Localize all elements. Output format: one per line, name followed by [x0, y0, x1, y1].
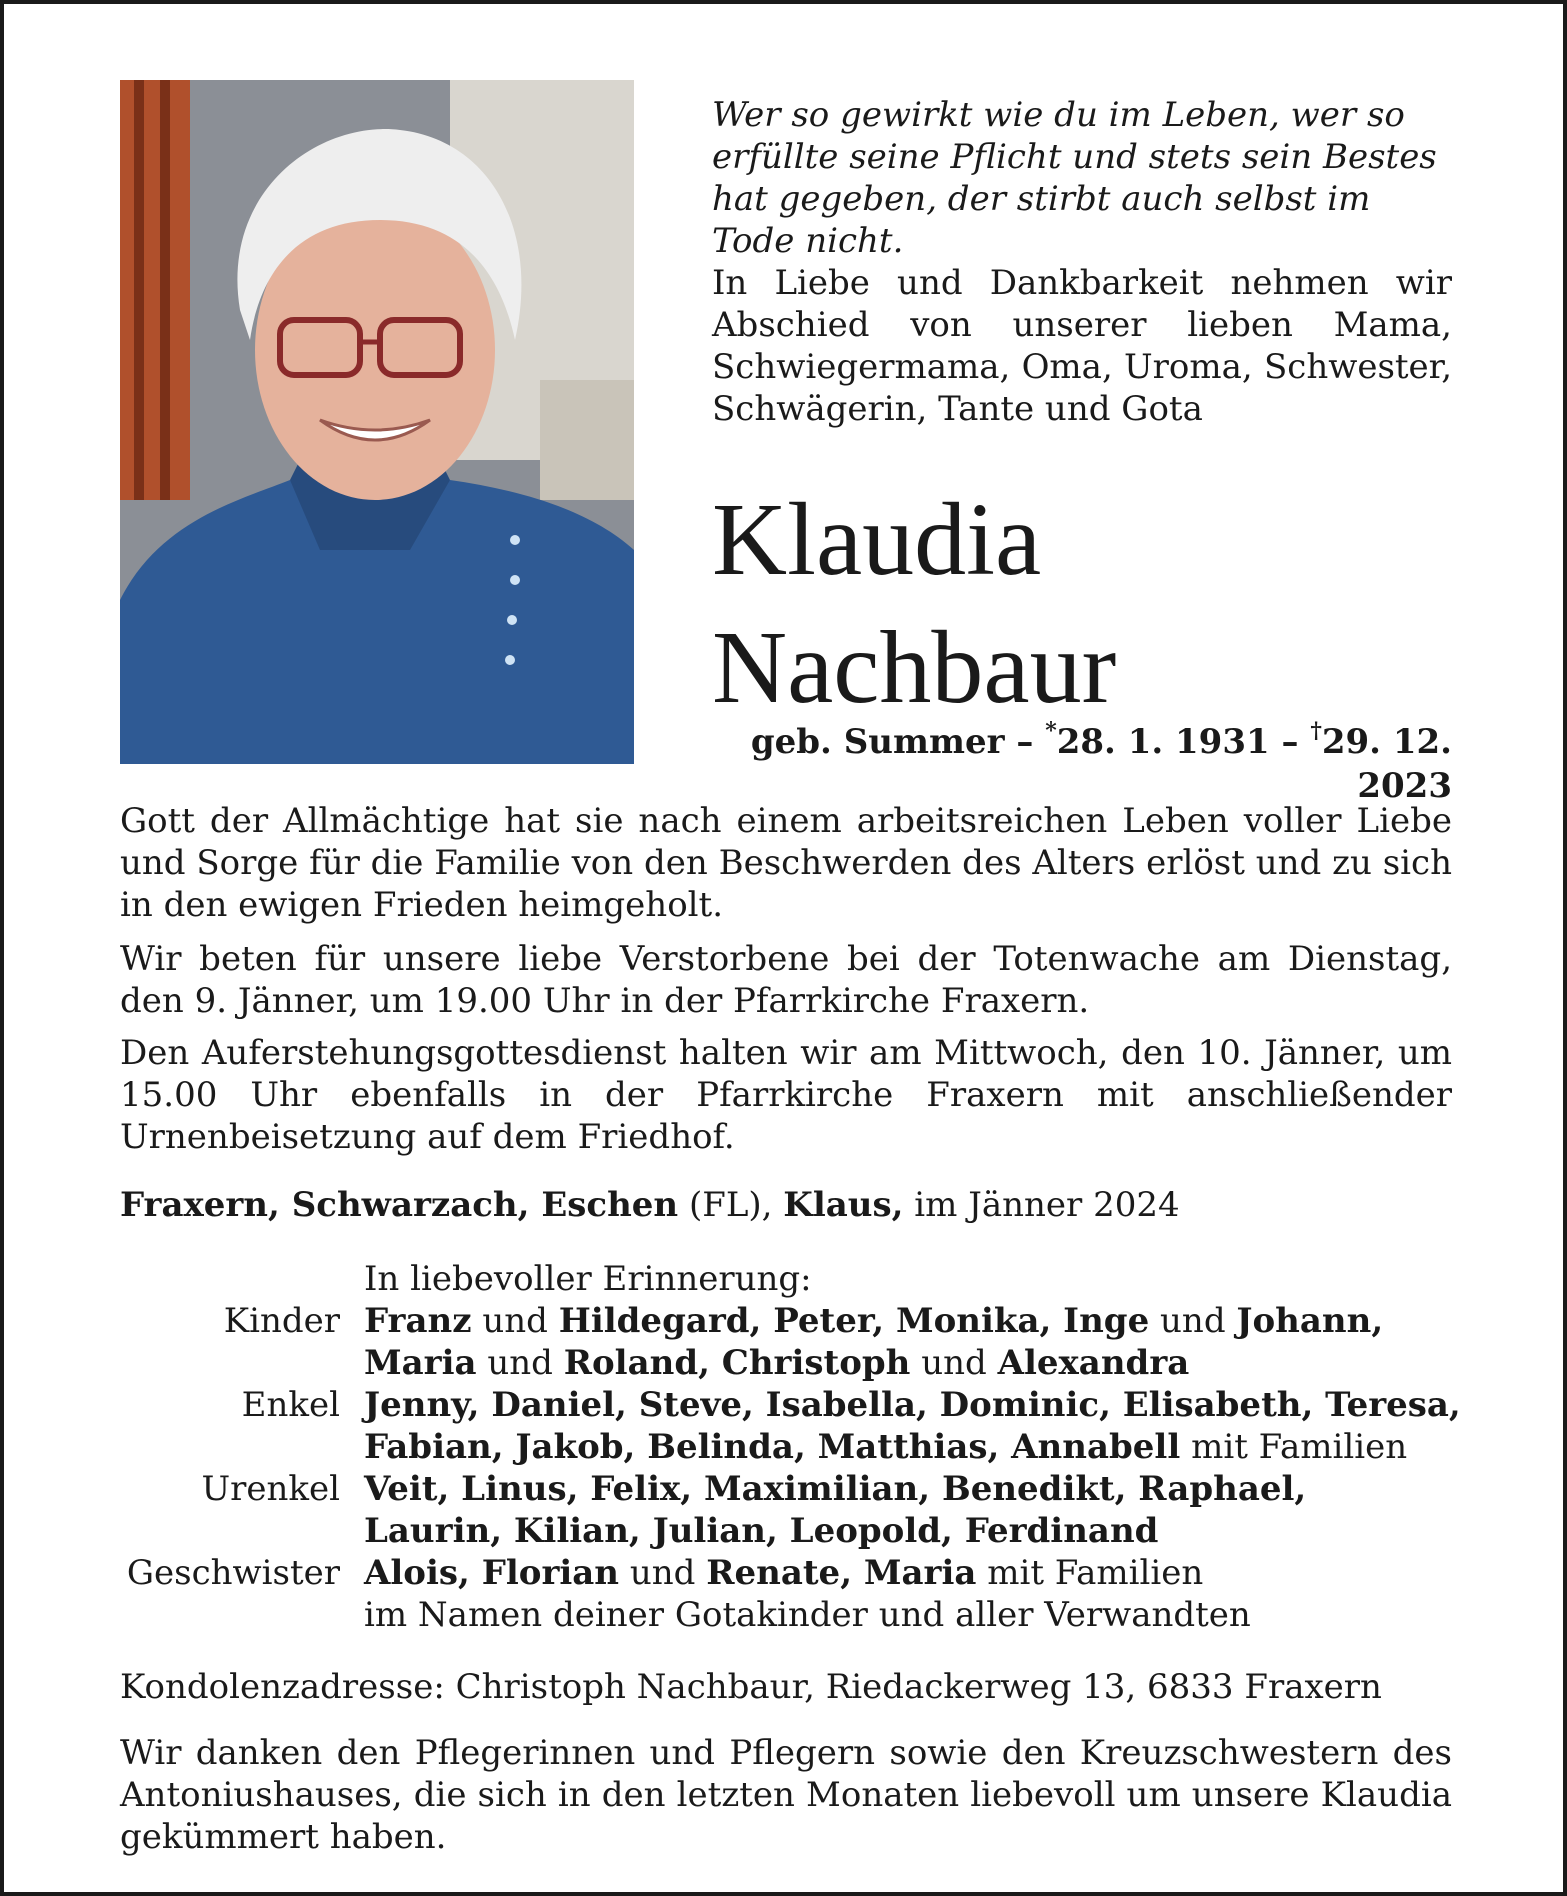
family-list — [120, 1258, 1480, 1636]
enkel-line: Fabian, Jakob, Belinda, Matthias, Annabell mit Familien — [364, 1427, 1408, 1467]
enkel-line: Jenny, Daniel, Steve, Isabella, Dominic, Elisabeth, Teresa, — [364, 1385, 1461, 1425]
paragraph-passing: Gott der Allmächtige hat sie nach einem arbeitsreichen Leben voller Liebe und Sorge für die Familie von den Beschwerden des Alters erlöst und zu sich in den ewigen Frieden heimgeholt. — [120, 801, 1452, 925]
kinder-label: Kinder — [223, 1301, 340, 1341]
urenkel-label: Urenkel — [201, 1469, 340, 1509]
thanks-paragraph: Wir danken den Pflegerinnen und Pflegern sowie den Kreuzschwestern des Antoniushauses, die sich in den letzten Monaten liebevoll um unsere Klaudia gekümmert haben. — [120, 1733, 1452, 1857]
family-heading: In liebevoller Erinnerung: — [364, 1259, 812, 1299]
condolence-address: Kondolenzadresse: Christoph Nachbaur, Riedackerweg 13, 6833 Fraxern — [120, 1667, 1382, 1707]
farewell-intro: In Liebe und Dankbarkeit nehmen wir Abschied von unserer lieben Mama, Schwiegermama, Oma, Uroma, Schwester, Schwägerin, Tante und Gota — [712, 263, 1452, 429]
deceased-name — [712, 476, 1472, 732]
birth-symbol: * — [1045, 718, 1057, 744]
memorial-quote: Wer so gewirkt wie du im Leben, wer so erfüllte seine Pflicht und stets sein Bestes hat gegeben, der stirbt auch selbst im Tode nicht. — [712, 95, 1437, 261]
death-symbol: † — [1310, 718, 1322, 744]
family-heading-row — [120, 1258, 1480, 1300]
kinder-line: Franz und Hildegard, Peter, Monika, Inge und Johann, — [364, 1301, 1384, 1341]
enkel-label: Enkel — [241, 1385, 340, 1425]
kinder-line: Maria und Roland, Christoph und Alexandra — [364, 1343, 1190, 1383]
family-closing: im Namen deiner Gotakinder und aller Verwandten — [364, 1595, 1251, 1635]
death-date: 29. 12. 2023 — [1321, 722, 1452, 806]
geschwister-label: Geschwister — [126, 1553, 340, 1593]
urenkel-line: Veit, Linus, Felix, Maximilian, Benedikt, Raphael, — [364, 1469, 1307, 1509]
family-enkel — [120, 1384, 1480, 1468]
portrait-photo — [120, 80, 634, 764]
last-name: Nachbaur — [712, 610, 1117, 725]
family-urenkel — [120, 1468, 1480, 1552]
portrait-illustration — [120, 80, 634, 764]
first-name: Klaudia — [712, 482, 1042, 597]
family-geschwister — [120, 1552, 1480, 1636]
birth-date: 28. 1. 1931 — [1056, 722, 1270, 762]
urenkel-line: Laurin, Kilian, Julian, Leopold, Ferdinand — [364, 1511, 1159, 1551]
life-dates: geb. Summer – *28. 1. 1931 – †29. 12. 2023 — [750, 718, 1452, 806]
birth-name: geb. Summer — [750, 722, 1005, 762]
places-date-line: Fraxern, Schwarzach, Eschen (FL), Klaus, im Jänner 2024 — [120, 1185, 1180, 1225]
family-kinder — [120, 1300, 1480, 1384]
paragraph-wake: Wir beten für unsere liebe Verstorbene bei der Totenwache am Dienstag, den 9. Jänner, um 19.00 Uhr in der Pfarrkirche Fraxern. — [120, 939, 1452, 1021]
paragraph-funeral: Den Auferstehungsgottesdienst halten wir am Mittwoch, den 10. Jänner, um 15.00 Uhr ebenfalls in der Pfarrkirche Fraxern mit anschließender Urnenbeisetzung auf dem Friedhof. — [120, 1033, 1452, 1157]
geschwister-line: Alois, Florian und Renate, Maria mit Familien — [364, 1553, 1204, 1593]
